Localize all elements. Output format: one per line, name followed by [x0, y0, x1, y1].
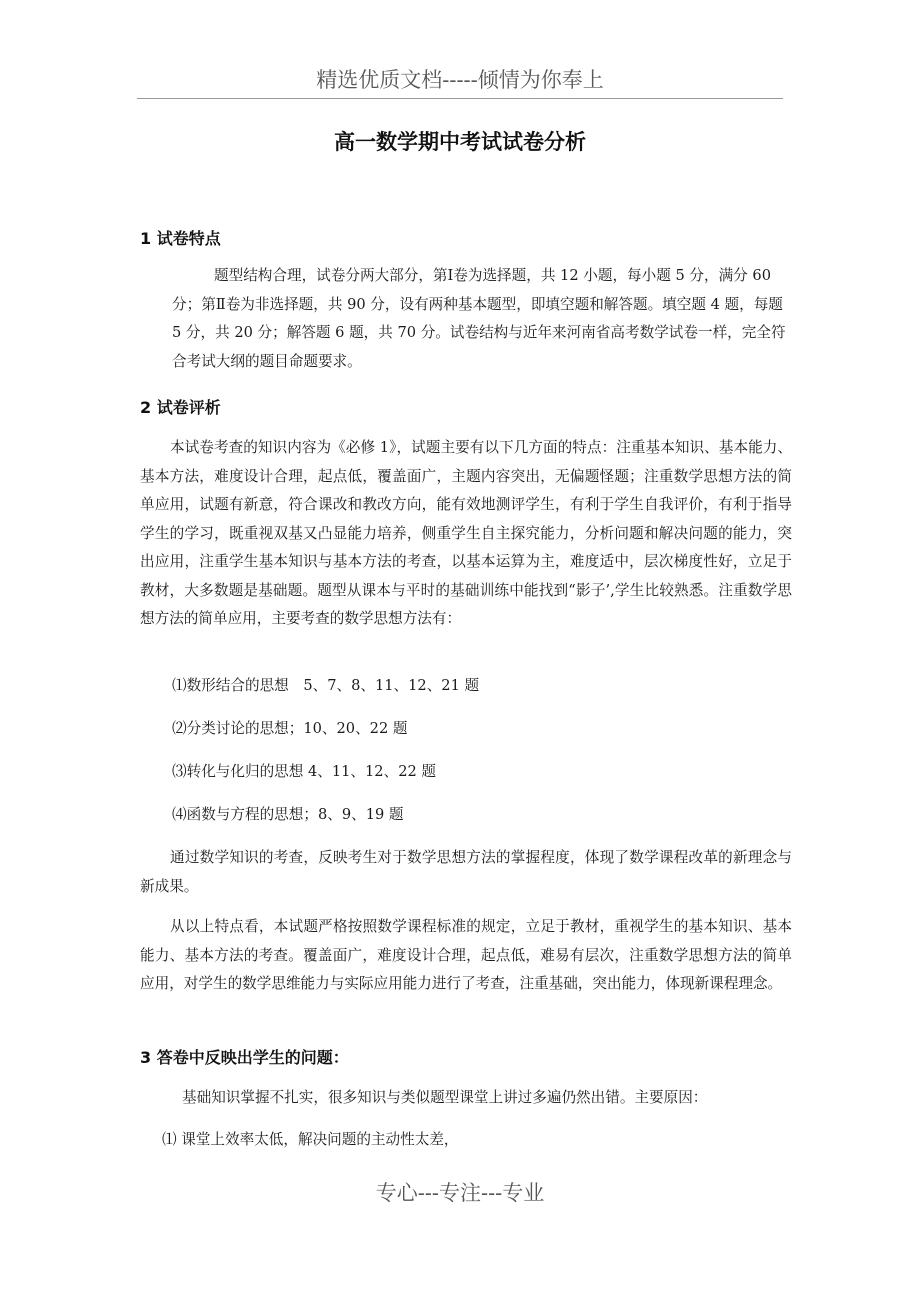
- section-2-paragraph-2: 通过数学知识的考查，反映考生对于数学思想方法的掌握程度，体现了数学课程改革的新理念与新成果。: [140, 849, 792, 895]
- section-2-paragraph: 本试卷考查的知识内容为《必修 1》，试题主要有以下几方面的特点：注重基本知识、基本能力、基本方法，难度设计合理，起点低，覆盖面广，主题内容突出，无偏题怪题；注重数学思想方法的简单应用，试题有新意，符合课改和教改方向，能有效地测评学生，有利于学生自我评价，有利于指导学生的学习，既重视双基又凸显能力培养，侧重学生自主探究能力，分析问题和解决问题的能力，突出应用，注重学生基本知识与基本方法的考查，以基本运算为主，难度适中，层次梯度性好，立足于教材，大多数题是基础题。题型从课本与平时的基础训练中能找到“影子’,学生比较熟悉。注重数学思想方法的简单应用，主要考查的数学思想方法有：: [140, 439, 792, 627]
- section-1-heading: 1 试卷特点: [140, 229, 221, 248]
- section-2-paragraph-3: 从以上特点看，本试题严格按照数学课程标准的规定，立足于教材，重视学生的基本知识、基本能力、基本方法的考查。覆盖面广，难度设计合理，起点低，难易有层次，注重数学思想方法的简单应用，对学生的数学思维能力与实际应用能力进行了考查，注重基础，突出能力，体现新课程理念。: [140, 918, 792, 992]
- page-header: 精选优质文档-----倾情为你奉上: [137, 66, 783, 99]
- section-3-heading: 3 答卷中反映出学生的问题：: [140, 1048, 349, 1067]
- section-3-paragraph: 基础知识掌握不扎实，很多知识与类似题型课堂上讲过多遍仍然出错。主要原因：: [182, 1089, 708, 1106]
- method-list-item-4: ⑷函数与方程的思想；8、9、19 题: [172, 806, 404, 823]
- page-footer: 专心---专注---专业: [375, 1181, 545, 1205]
- section-3-list-item-1: ⑴ 课堂上效率太低，解决问题的主动性太差，: [162, 1131, 459, 1148]
- section-1-paragraph: 题型结构合理，试卷分两大部分，第Ⅰ卷为选择题，共 12 小题，每小题 5 分，满分 60 分；第Ⅱ卷为非选择题，共 90 分，设有两种基本题型，即填空题和解答题。填空题 4 题，每题 5 分，共 20 分；解答题 6 题，共 70 分。试卷结构与近年来河南省高考数学试卷一样，完全符合考试大纲的题目命题要求。: [172, 267, 786, 370]
- document-title: 高一数学期中考试试卷分析: [334, 130, 586, 154]
- method-list-item-1: ⑴数形结合的思想 5、7、8、11、12、21 题: [172, 677, 480, 694]
- method-list-item-3: ⑶转化与化归的思想 4、11、12、22 题: [172, 763, 436, 780]
- method-list-item-2: ⑵分类讨论的思想；10、20、22 题: [172, 720, 408, 737]
- section-2-heading: 2 试卷评析: [140, 398, 221, 417]
